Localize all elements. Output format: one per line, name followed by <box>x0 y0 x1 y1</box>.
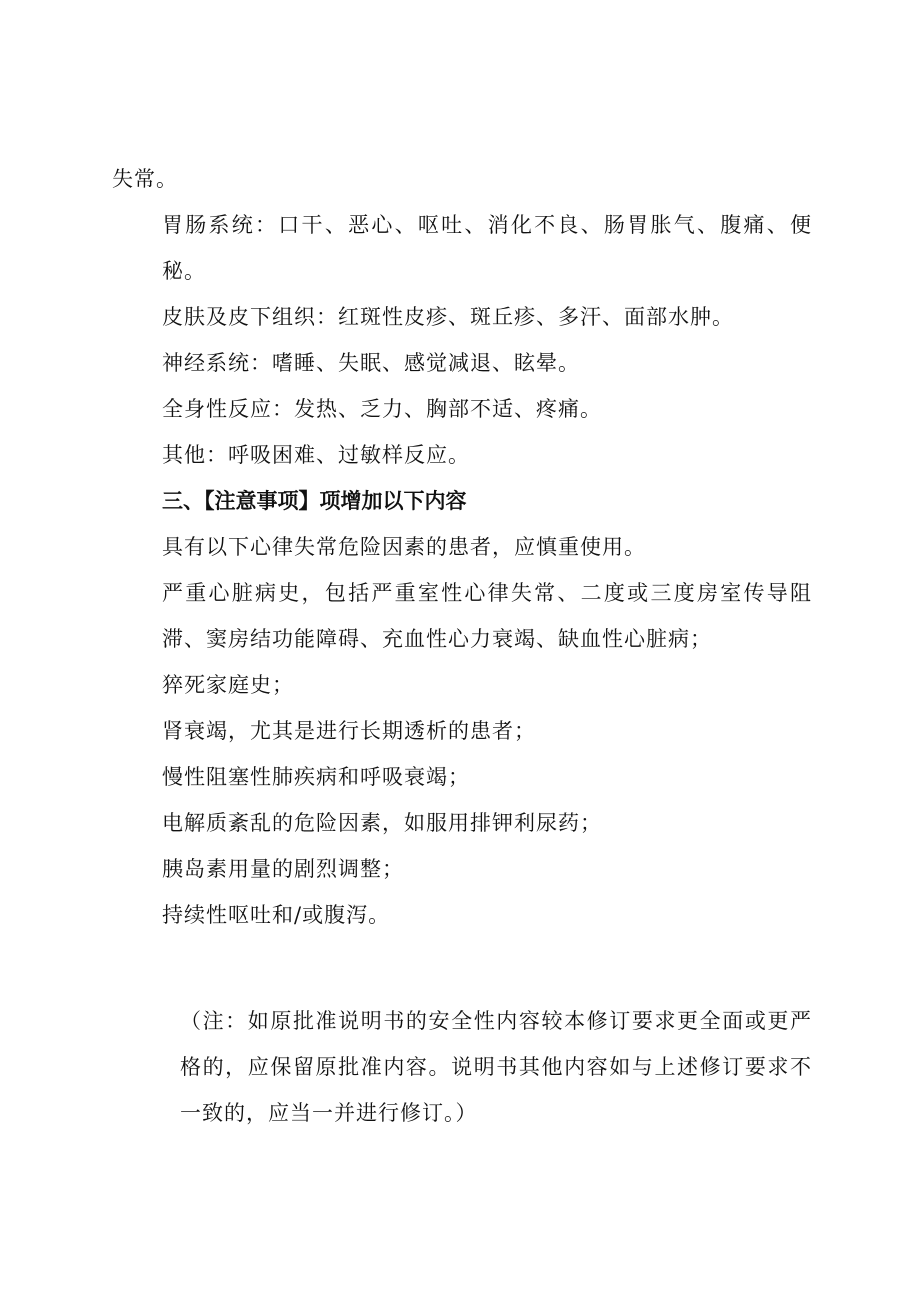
spacer <box>112 938 812 998</box>
section-heading: 三、【注意事项】项增加以下内容 <box>162 489 467 513</box>
continuation-line: 失常。 <box>112 167 178 191</box>
risk-item: 胰岛素用量的剧烈调整； <box>162 857 404 881</box>
risk-item: 严重心脏病史，包括严重室性心律失常、二度或三度房室传导阻滞、窦房结功能障碍、充血性心力衰竭、缺血性心脏病； <box>162 581 812 651</box>
adverse-nervous: 神经系统：嗜睡、失眠、感觉减退、眩晕。 <box>162 351 580 375</box>
risk-item: 肾衰竭，尤其是进行长期透析的患者； <box>162 719 536 743</box>
adverse-systemic: 全身性反应：发热、乏力、胸部不适、疼痛。 <box>162 397 602 421</box>
adverse-gastro: 胃肠系统：口干、恶心、呕吐、消化不良、肠胃胀气、腹痛、便秘。 <box>162 213 812 283</box>
revision-note: （注：如原批准说明书的安全性内容较本修订要求更全面或更严格的，应保留原批准内容。说明书其他内容如与上述修订要求不一致的，应当一并进行修订。） <box>180 1009 812 1125</box>
adverse-other: 其他：呼吸困难、过敏样反应。 <box>162 443 470 467</box>
risk-item: 猝死家庭史； <box>162 673 294 697</box>
risk-item: 慢性阻塞性肺疾病和呼吸衰竭； <box>162 765 470 789</box>
adverse-skin: 皮肤及皮下组织：红斑性皮疹、斑丘疹、多汗、面部水肿。 <box>162 305 734 329</box>
risk-item: 持续性呕吐和/或腹泻。 <box>162 903 391 927</box>
section-intro: 具有以下心律失常危险因素的患者，应慎重使用。 <box>162 535 646 559</box>
document-body <box>112 156 812 1136</box>
risk-item: 电解质紊乱的危险因素，如服用排钾利尿药； <box>162 811 602 835</box>
